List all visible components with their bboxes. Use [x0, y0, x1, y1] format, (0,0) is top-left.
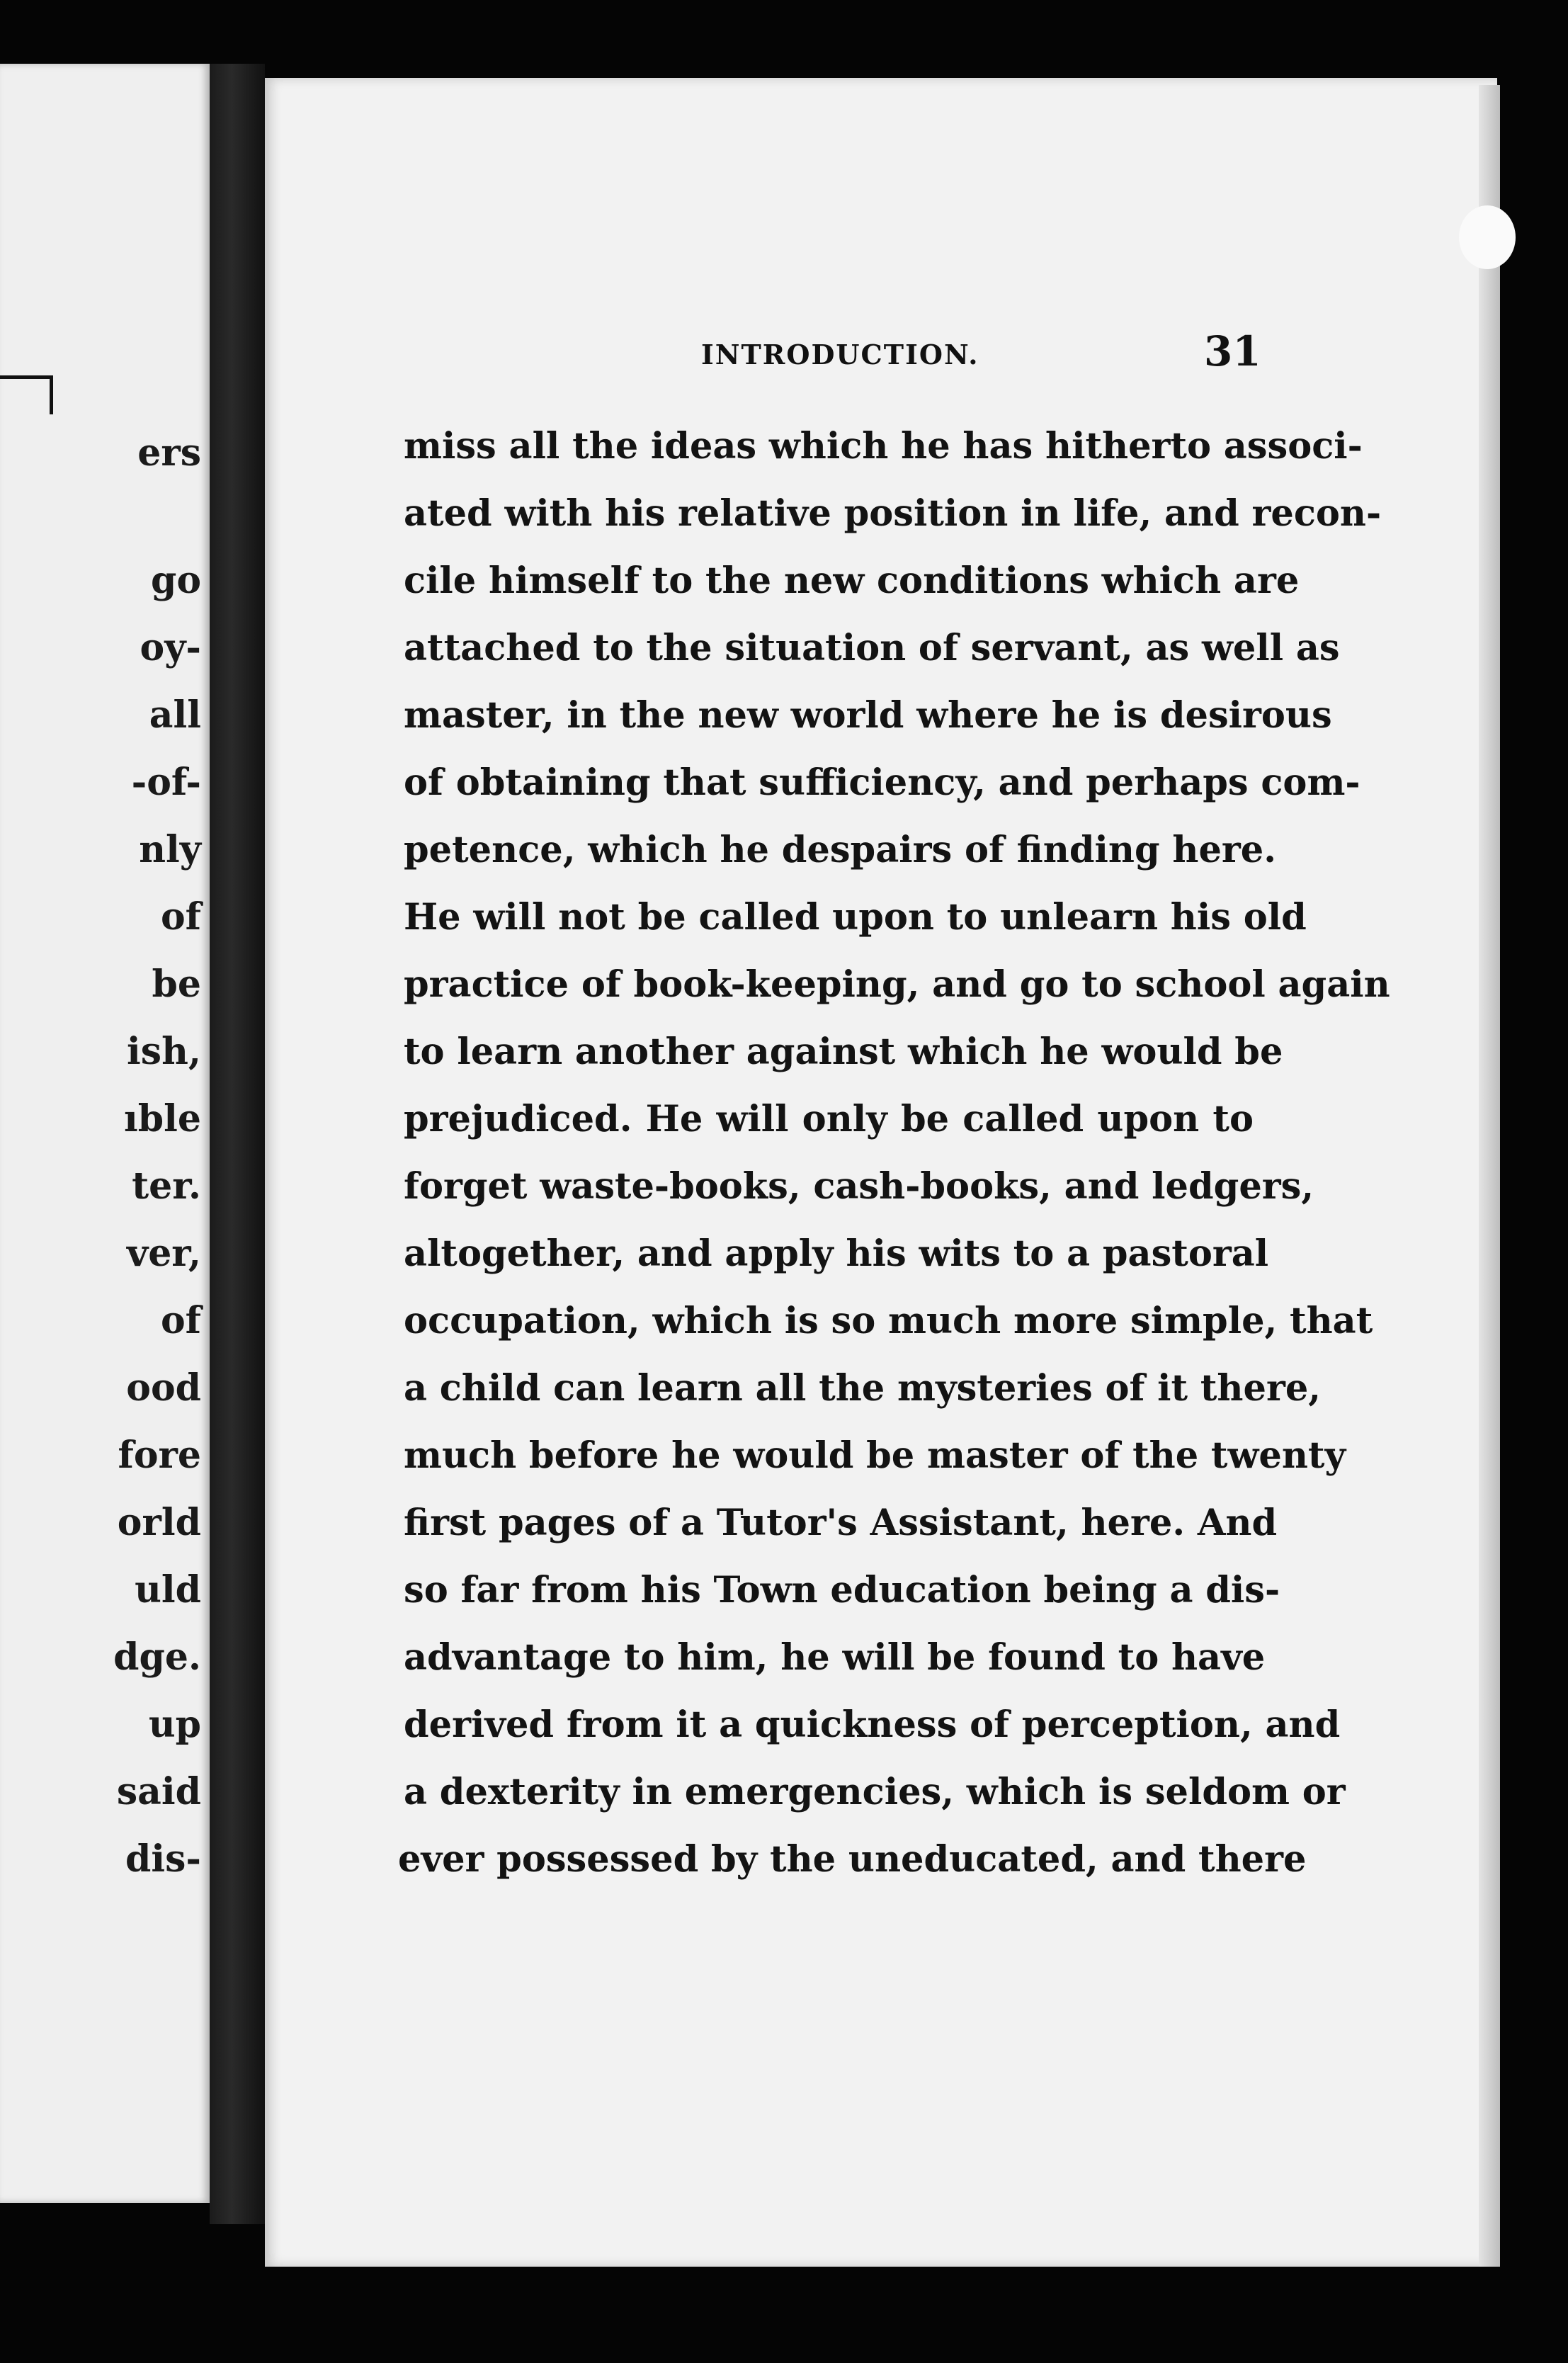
body-text-line: petence, which he despairs of finding here. — [404, 829, 1276, 871]
body-text-line: practice of book-keeping, and go to school again — [404, 963, 1390, 1006]
left-page-line: nly — [139, 828, 201, 871]
body-text-line: a dexterity in emergencies, which is seldom or — [404, 1771, 1346, 1813]
body-text-line: occupation, which is so much more simple, that — [404, 1300, 1373, 1342]
left-page-line: ers — [137, 431, 201, 475]
body-text-line: master, in the new world where he is desirous — [404, 694, 1332, 737]
left-page-line: ver, — [126, 1232, 201, 1275]
body-text-line: advantage to him, he will be found to have — [404, 1636, 1266, 1679]
body-text-line: attached to the situation of servant, as well as — [404, 627, 1340, 669]
body-text-line: ated with his relative position in life, and recon- — [404, 492, 1382, 535]
body-text-line: so far from his Town education being a dis- — [404, 1569, 1280, 1611]
body-text-line: miss all the ideas which he has hitherto associ- — [404, 425, 1363, 468]
left-page-line: up — [148, 1703, 201, 1746]
left-page-line: all — [149, 693, 201, 737]
book-gutter — [210, 64, 265, 2224]
body-text-line: a child can learn all the mysteries of it there, — [404, 1367, 1322, 1410]
body-text-line: He will not be called upon to unlearn his old — [404, 896, 1307, 939]
left-page-line: be — [152, 963, 201, 1006]
left-page-line: orld — [117, 1501, 201, 1544]
body-text-line: to learn another against which he would be — [404, 1031, 1283, 1073]
body-text-line: derived from it a quickness of perception, and — [404, 1704, 1341, 1746]
left-page-line: ish, — [127, 1030, 201, 1073]
page-corner-mark — [0, 375, 53, 414]
left-page-line: -of- — [131, 761, 201, 804]
body-text-line: forget waste-books, cash-books, and ledgers, — [404, 1165, 1314, 1208]
page-damage-spot — [1459, 205, 1516, 269]
left-page-line: of — [160, 895, 201, 939]
left-page-line: ter. — [132, 1164, 201, 1208]
body-text-line: much before he would be master of the twenty — [404, 1434, 1346, 1477]
left-page-line: ıble — [124, 1097, 201, 1140]
left-page-line: uld — [135, 1568, 201, 1611]
page-number: 31 — [1204, 327, 1261, 375]
body-text-line: cile himself to the new conditions which are — [404, 560, 1300, 602]
left-page-line: dge. — [113, 1636, 201, 1679]
left-page-line: ood — [126, 1366, 201, 1410]
body-text-line: first pages of a Tutor's Assistant, here. And — [404, 1502, 1278, 1544]
body-text-line: of obtaining that sufficiency, and perhaps com- — [404, 761, 1360, 804]
left-page-line: dis- — [125, 1837, 201, 1881]
running-header: INTRODUCTION. — [701, 339, 979, 370]
body-text-line: prejudiced. He will only be called upon to — [404, 1098, 1254, 1140]
left-page-line: of — [160, 1299, 201, 1342]
left-page-line: oy- — [140, 626, 201, 669]
page-edge — [1479, 85, 1500, 2267]
body-text-line: altogether, and apply his wits to a pastoral — [404, 1232, 1269, 1275]
left-facing-page — [0, 64, 210, 2203]
body-text-line: ever possessed by the uneducated, and there — [398, 1838, 1307, 1881]
left-page-line: said — [116, 1770, 201, 1813]
left-page-line: fore — [118, 1434, 201, 1477]
left-page-line: go — [150, 559, 201, 602]
